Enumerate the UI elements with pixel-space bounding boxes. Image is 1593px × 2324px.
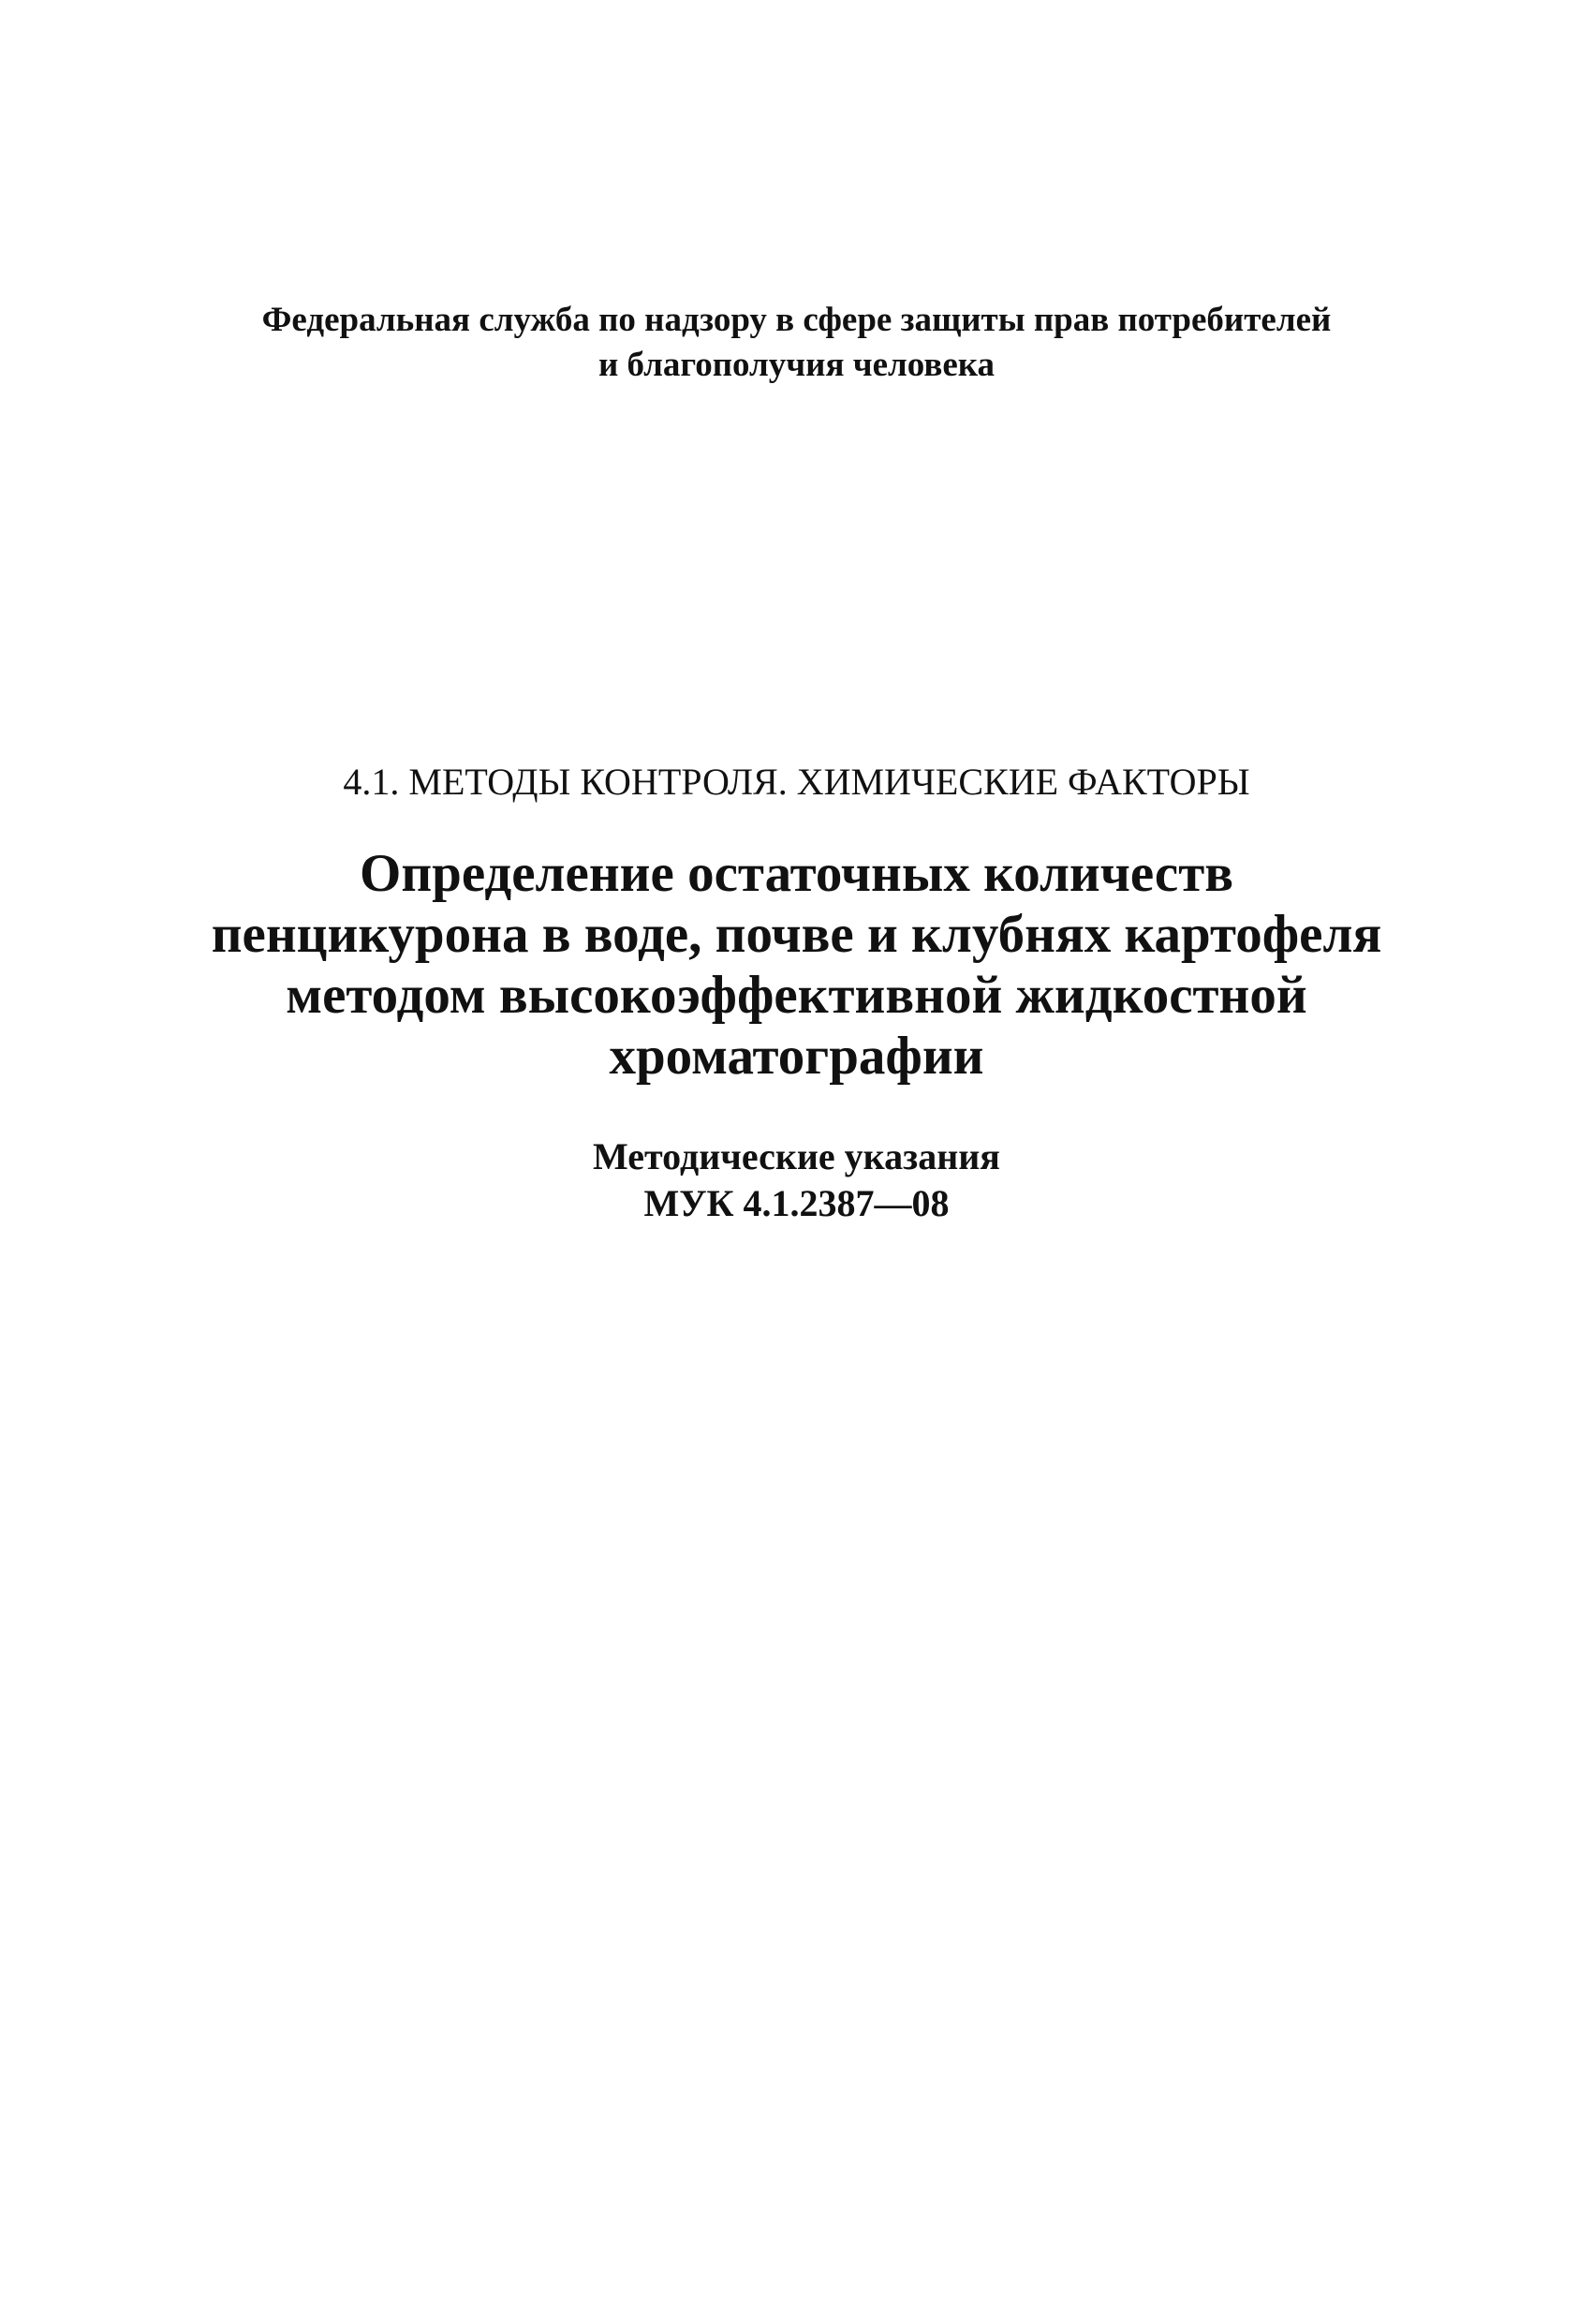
document-designation bbox=[0, 1133, 1593, 1227]
document-series bbox=[0, 759, 1593, 806]
title-line: Определение остаточных количеств bbox=[360, 844, 1233, 903]
document-title bbox=[0, 843, 1593, 1087]
title-line: пенцикурона в воде, почве и клубнях картофеля bbox=[211, 905, 1382, 964]
series-heading: 4.1. МЕТОДЫ КОНТРОЛЯ. ХИМИЧЕСКИЕ ФАКТОРЫ bbox=[343, 761, 1250, 803]
agency-line: и благополучия человека bbox=[597, 346, 996, 384]
title-line: хроматографии bbox=[609, 1027, 984, 1086]
issuing-agency bbox=[0, 298, 1593, 388]
document-number: МУК 4.1.2387—08 bbox=[643, 1182, 950, 1224]
document-type: Методические указания bbox=[593, 1135, 1000, 1177]
title-line: методом высокоэффективной жидкостной bbox=[286, 966, 1307, 1025]
agency-line: Федеральная служба по надзору в сфере защиты прав потребителей bbox=[261, 301, 1332, 339]
